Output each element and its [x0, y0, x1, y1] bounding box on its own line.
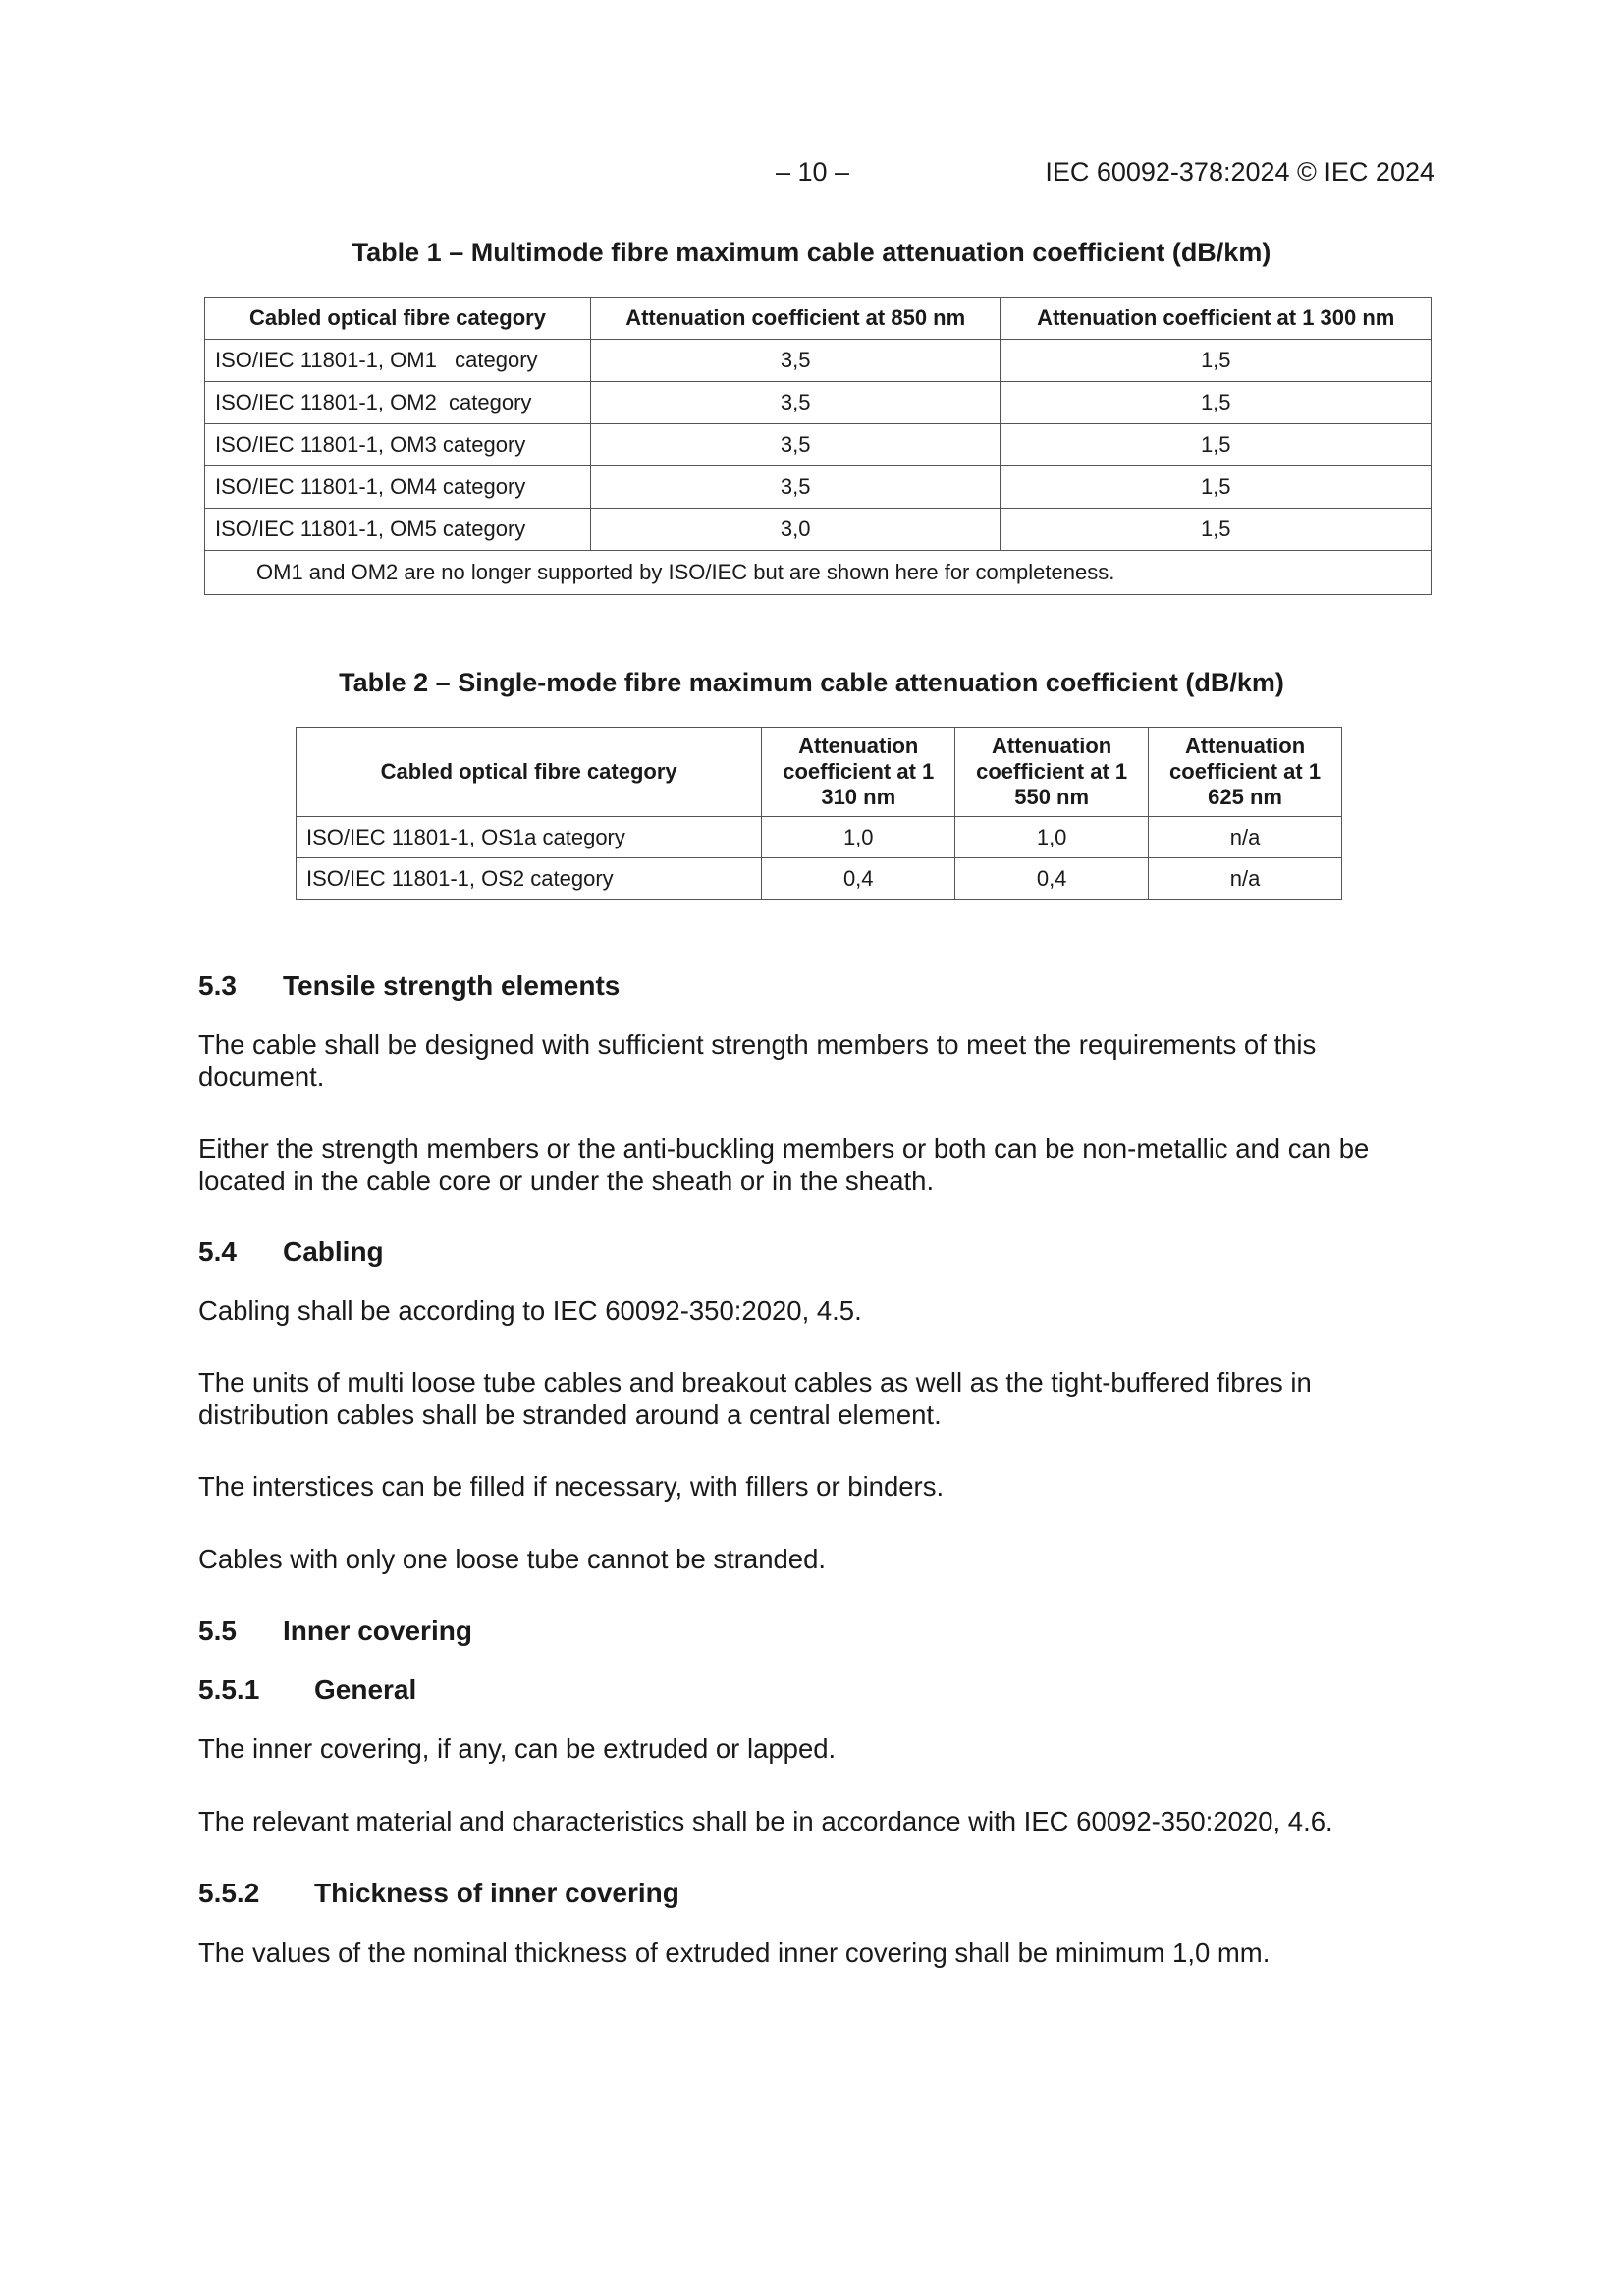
section-title: Cabling: [283, 1236, 384, 1267]
paragraph: Cables with only one loose tube cannot be stranded.: [198, 1544, 827, 1574]
table-cell: ISO/IEC 11801-1, OS1a category: [297, 817, 762, 858]
paragraph: The relevant material and characteristics shall be in accordance with IEC 60092-350:2020, 4.6.: [198, 1806, 1333, 1836]
section-number: 5.3: [198, 970, 237, 1001]
section-heading-5-5-1: [198, 1674, 416, 1706]
section-title: Inner covering: [283, 1615, 472, 1646]
table-cell: 3,5: [590, 466, 1001, 509]
table-cell: ISO/IEC 11801-1, OM5 category: [205, 509, 591, 551]
section-title: General: [314, 1674, 417, 1705]
table-row: [297, 817, 1342, 858]
table-cell: ISO/IEC 11801-1, OM4 category: [205, 466, 591, 509]
table-row: [205, 466, 1432, 509]
table-cell: 1,5: [1001, 509, 1432, 551]
table-cell: 1,5: [1001, 424, 1432, 466]
section-title: Thickness of inner covering: [314, 1878, 679, 1908]
table-cell: 1,5: [1001, 466, 1432, 509]
table-cell: ISO/IEC 11801-1, OS2 category: [297, 858, 762, 900]
table-row: [297, 858, 1342, 900]
table2-singlemode-attenuation: [296, 727, 1342, 900]
table-header-cell: Attenuation coefficient at 1 625 nm: [1149, 728, 1342, 817]
table-header-cell: Attenuation coefficient at 1 550 nm: [955, 728, 1149, 817]
table-header-cell: Attenuation coefficient at 1 310 nm: [762, 728, 955, 817]
table-cell: n/a: [1149, 817, 1342, 858]
table-cell: ISO/IEC 11801-1, OM2 category: [205, 382, 591, 424]
table-row: [205, 509, 1432, 551]
table-cell: 3,5: [590, 382, 1001, 424]
table-cell: 1,0: [955, 817, 1149, 858]
table-header-row: [297, 728, 1342, 817]
section-number: 5.5.2: [198, 1878, 260, 1908]
section-number: 5.5.1: [198, 1674, 260, 1705]
table-cell: 0,4: [762, 858, 955, 900]
paragraph: The interstices can be filled if necessary, with fillers or binders.: [198, 1471, 945, 1502]
table-header-cell: Cabled optical fibre category: [205, 298, 591, 340]
section-heading-5-3: [198, 970, 620, 1002]
section-number: 5.5: [198, 1615, 237, 1646]
table-cell: n/a: [1149, 858, 1342, 900]
paragraph: Cabling shall be according to IEC 60092-350:2020, 4.5.: [198, 1295, 862, 1326]
table-row: [205, 424, 1432, 466]
paragraph: Either the strength members or the anti-buckling members or both can be non-metallic and can be located in the cable core or under the sheath or in the sheath.: [198, 1133, 1370, 1196]
table1-multimode-attenuation: [204, 297, 1432, 595]
page-number: – 10 –: [776, 157, 850, 187]
table-cell: 0,4: [955, 858, 1149, 900]
paragraph: The units of multi loose tube cables and breakout cables as well as the tight-buffered fibres in distribution cables shall be stranded around a central element.: [198, 1367, 1312, 1430]
table-header-row: [205, 298, 1432, 340]
table-cell: 1,0: [762, 817, 955, 858]
paragraph: The values of the nominal thickness of extruded inner covering shall be minimum 1,0 mm.: [198, 1938, 1271, 1968]
table-header-cell: Attenuation coefficient at 1 300 nm: [1001, 298, 1432, 340]
paragraph: The inner covering, if any, can be extruded or lapped.: [198, 1733, 837, 1764]
table-note: OM1 and OM2 are no longer supported by ISO/IEC but are shown here for completeness.: [205, 551, 1432, 595]
table-row: [205, 340, 1432, 382]
section-heading-5-5-2: [198, 1878, 679, 1909]
table-header-cell: Cabled optical fibre category: [297, 728, 762, 817]
table-row: [205, 382, 1432, 424]
page-header: [0, 157, 1623, 196]
table-header-cell: Attenuation coefficient at 850 nm: [590, 298, 1001, 340]
table-cell: 3,5: [590, 340, 1001, 382]
section-title: Tensile strength elements: [283, 970, 621, 1001]
table-note-row: [205, 551, 1432, 595]
table-cell: 1,5: [1001, 382, 1432, 424]
table2-title: Table 2 – Single-mode fibre maximum cable attenuation coefficient (dB/km): [339, 668, 1284, 697]
table1-title: Table 1 – Multimode fibre maximum cable attenuation coefficient (dB/km): [352, 238, 1271, 267]
document-reference: IEC 60092-378:2024 © IEC 2024: [1045, 157, 1434, 187]
section-heading-5-5: [198, 1615, 472, 1647]
table-cell: 3,0: [590, 509, 1001, 551]
table-cell: ISO/IEC 11801-1, OM1 category: [205, 340, 591, 382]
paragraph: The cable shall be designed with sufficient strength members to meet the requirements of this document.: [198, 1029, 1317, 1092]
table-cell: 1,5: [1001, 340, 1432, 382]
section-heading-5-4: [198, 1236, 384, 1268]
table-cell: ISO/IEC 11801-1, OM3 category: [205, 424, 591, 466]
section-number: 5.4: [198, 1236, 237, 1267]
table-cell: 3,5: [590, 424, 1001, 466]
